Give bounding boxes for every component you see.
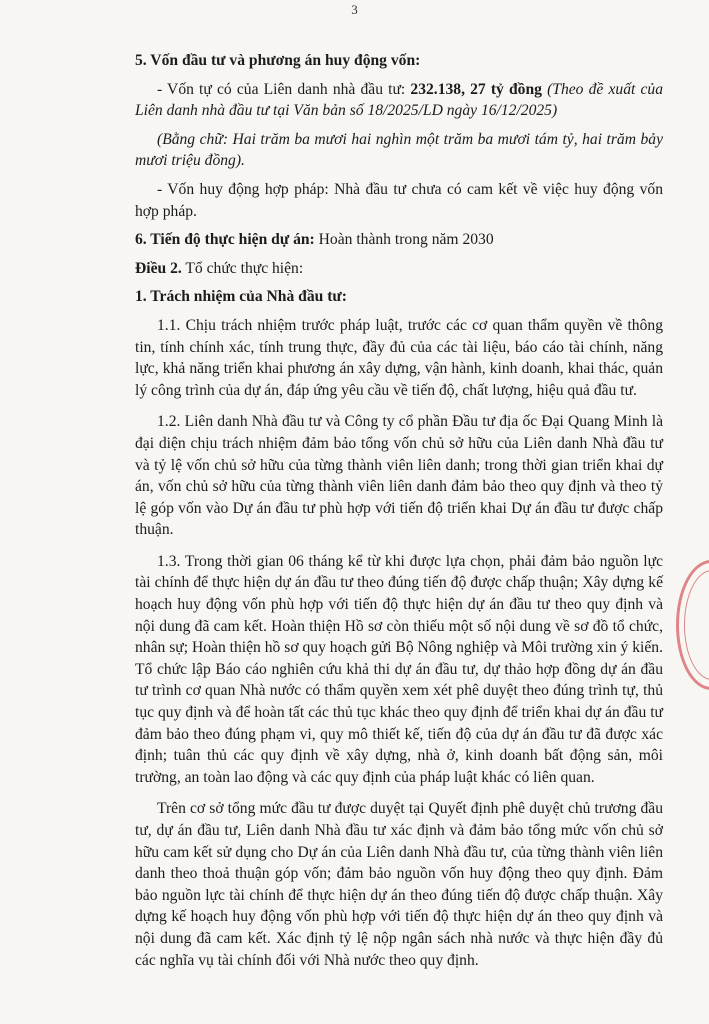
section-6-label: 6. Tiến độ thực hiện dự án: <box>135 231 315 249</box>
base-paragraph: Trên cơ sở tổng mức đầu tư được duyệt tại Quyết định phê duyệt chủ trương đầu tư, dự án đầu tư, Liên danh Nhà đầu tư xác định và đảm bảo tổng mức vốn chủ sở hữu cam kết sử dụng cho Dự án của Liên danh Nhà đầu tư, của từng thành viên liên danh theo thoả thuận góp vốn; đảm bảo nguồn vốn huy động theo quy định. Đảm bảo nguồn lực tài chính để thực hiện dự án theo đúng tiến độ được chấp thuận. Xây dựng kế hoạch huy động vốn phù hợp với tiến độ thực hiện dự án theo quy định và nội dung đã cam kết. Xác định tỷ lệ nộp ngân sách nhà nước và thực hiện đầy đủ các nghĩa vụ tài chính đối với Nhà nước theo quy định. <box>135 800 663 969</box>
equity-amount: 232.138, 27 tỷ đồng <box>410 80 542 98</box>
equity-in-words: (Bằng chữ: Hai trăm ba mươi hai nghìn một trăm ba mươi tám tỷ, hai trăm bảy mươi triệu đồng). <box>135 130 663 170</box>
page-number: 3 <box>351 2 358 17</box>
clause-1-2: 1.2. Liên danh Nhà đầu tư và Công ty cổ phần Đầu tư địa ốc Đại Quang Minh là đại diện chịu trách nhiệm đảm bảo tổng vốn chủ sở hữu của Liên danh Nhà đầu tư và tỷ lệ vốn chủ sở hữu của từng thành viên liên danh; trong thời gian triển khai dự án, vốn chủ sở hữu của từng thành viên liên danh đảm bảo theo quy định và theo tỷ lệ góp vốn vào Dự án đầu tư phù hợp với tiến độ triển khai Dự án đầu tư được chấp thuận. <box>135 413 663 539</box>
equity-paragraph <box>135 79 663 122</box>
section-6-value: Hoàn thành trong năm 2030 <box>314 231 494 249</box>
equity-prefix: - Vốn tự có của Liên danh nhà đầu tư: <box>157 80 411 98</box>
clause-1-3: 1.3. Trong thời gian 06 tháng kể từ khi được lựa chọn, phải đảm bảo nguồn lực tài chính để thực hiện dự án đầu tư theo đúng tiến độ được chấp thuận; Xây dựng kế hoạch huy động vốn phù hợp với tiến độ thực hiện dự án đầu tư theo quy định và nội dung đã cam kết. Hoàn thiện Hồ sơ còn thiếu một số nội dung về sơ đồ tổ chức, nhân sự; Hoàn thiện hồ sơ quy hoạch gửi Bộ Nông nghiệp và Môi trường xin ý kiến. Tổ chức lập Báo cáo nghiên cứu khả thi dự án đầu tư, dự thảo hợp đồng dự án đầu tư trình cơ quan Nhà nước có thẩm quyền xem xét phê duyệt theo đúng trình tự, thủ tục quy định và để hoàn tất các thủ tục khác theo quy định để triển khai dự án đầu tư đảm bảo theo đúng phạm vi, quy mô thiết kế, tiến độ của dự án đầu tư đã được xác định; tuân thủ các quy định về xây dựng, nhà ở, kinh doanh bất động sản, môi trường, an toàn lao động và các quy định của pháp luật khác có liên quan. <box>135 552 663 786</box>
mobilized-capital: - Vốn huy động hợp pháp: Nhà đầu tư chưa có cam kết về việc huy động vốn hợp pháp. <box>135 180 663 220</box>
section-6-progress <box>135 229 663 251</box>
equity-note: (Theo đề xuất của Liên danh nhà đầu tư tại Văn bản số 18/2025/LD ngày 16/12/2025) <box>135 80 663 120</box>
article-2-label: Điều 2. <box>135 259 182 277</box>
clause-1-1: 1.1. Chịu trách nhiệm trước pháp luật, trước các cơ quan thẩm quyền về thông tin, tính chính xác, tính trung thực, đầy đủ của các tài liệu, báo cáo tài chính, năng lực, khả năng triển khai phương án xây dựng, vận hành, kinh doanh, khai thác, quản lý công trình của dự án, đáp ứng yêu cầu về tiến độ, chất lượng, hiệu quả đầu tư. <box>135 316 663 399</box>
responsibility-heading: 1. Trách nhiệm của Nhà đầu tư: <box>135 288 347 306</box>
section-5-heading: 5. Vốn đầu tư và phương án huy động vốn: <box>135 52 421 69</box>
article-2 <box>135 258 663 280</box>
red-stamp-seal <box>676 560 709 690</box>
article-2-value: Tổ chức thực hiện: <box>181 259 304 277</box>
document-body <box>135 50 663 971</box>
